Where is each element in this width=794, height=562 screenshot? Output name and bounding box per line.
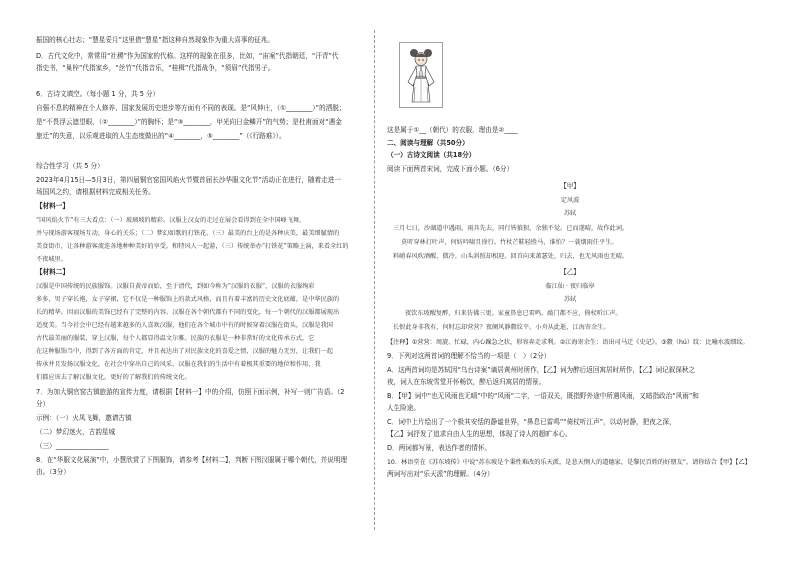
column-divider (374, 30, 375, 530)
question-7: 7．为加大铜官窑古镇旅游的宣传力度，请根据【材料一】中的介绍，仿照下面示例，补写一则广告语。（2 (36, 388, 345, 396)
poem-b-line: 夜饮东坡醒复醉，归来仿佛三更。家童鼻息已雷鸣。敲门都不应，倚杖听江声。 (405, 310, 622, 317)
material-text: 并与现场游客现场互动，身心的关乐；（二）梦幻如歌的打铁花。（三）最美的台上的是各种庆美，最美细腻情的 (36, 230, 340, 237)
poem-a-author: 苏轼 (563, 210, 577, 217)
poem-b-marker: 【乙】 (560, 268, 580, 276)
subsection-heading: （一）古诗文阅读（共18分） (387, 151, 476, 159)
text-line: D．古代文化中，常常用“社稷”作为国家的代称。这样的现象在很多，比如，“宙案”代指朝廷，“汗青”代 (36, 52, 339, 60)
poem-b-author: 苏轼 (563, 296, 577, 303)
poem-a-line: 料峭春风吹酒醒，微冷，山头斜照却相迎。回首向来萧瑟处，归去，也无风雨也无晴。 (393, 253, 629, 260)
option-c-cont: 【乙】词抒发了追求自由人生的思想，体现了诗人的超旷本心。 (387, 430, 572, 438)
text-line: 旅迁”的失意，以乐观进取的人生态度做出的“④________，⑤________”（《行路难》）。 (36, 132, 286, 140)
material-2-label: 【材料二】 (36, 268, 69, 276)
poem-a-line: 莫听穿林打叶声，何妨吟啸且徐行。竹杖芒鞋轻胜马，谁怕？一蓑烟雨任平生。 (401, 239, 618, 246)
example-line: （二）梦幻迷火，古韵星城 (36, 428, 116, 436)
section-heading: 综合性学习（共 5 分） (36, 162, 104, 170)
material-text: 不夜城里。 (36, 256, 67, 263)
text-line: 指史书，“巢梓”代指家乡，“丝竹”代指音乐，“桂楫”代指战争，“须眉”代指男子。 (36, 64, 275, 72)
question-9: 9．下列对这两首词的理解不恰当的一项是（ ）（2分） (387, 352, 551, 360)
question-8-answer-line: 这是属于①__（朝代）的衣服，理由是②____ (387, 126, 518, 134)
poem-b-title: 临江仙 · 夜归临皋 (545, 283, 595, 290)
question-10-cont: 两词写出对“乐天派”的理解。（4分） (387, 470, 494, 478)
option-a: A．这两首词均是苏轼因“乌台诗案”谪居黄州时所作，【乙】词为醉后返回寓居时所作，【乙】词记叙深秋之 (387, 366, 696, 374)
text-line: 自强不息的精神在个人修养、国家发展历史进步等方面有不同的表现。是“风伸庄，（①________）”的洒脱； (36, 104, 346, 112)
material-text: 长的精华。因而汉服的美饰已经有了完整的内容。汉服在各个朝代都有不同的变化，每一个朝代的汉服都展现出 (36, 309, 340, 316)
example-line: 示例：（一）火凤飞舞，邀请古镇 (36, 414, 132, 422)
text-line: 由。（3分） (36, 468, 70, 476)
question-8: 8．在“华服文化展演”中，小慧欣赏了下图服饰，请参考【材料二】，判断下图汉服属于哪个朝代，并说明理 (36, 456, 348, 464)
poem-a-marker: 【甲】 (560, 182, 580, 190)
material-text: 们都应该去了解汉服文化，更好的了解我们的传统文化。 (36, 374, 191, 381)
text-line: 是“不畏浮云遮望眼，（②________）”的胸怀；是“③________，甲光向日金鳞开”的气势；是杜甫面对“遇金 (36, 118, 342, 126)
option-d: D．两词都写景，表达作者的情怀。 (387, 444, 491, 452)
question-10: 10．林语堂在《苏东坡传》中说“苏东坡是个秉性难改的乐天派，是悲天悯人的道德家，是黎民百姓的好朋友”。请你结合【甲】【乙】 (387, 459, 751, 466)
material-text: “国风焰火节”有三大看点：（一）玻璃坡的精彩。汉服上汉女的走过在展会看得到在全中国峰飞舞， (36, 217, 306, 224)
material-text: 传承并且发扬汉服文化，在社会中穿出自己的风采，汉服在我们的生活中有着极其重要的地位和作用，我 (36, 361, 321, 368)
poem-a-title: 定风波 (560, 197, 580, 204)
poem-b-line: 长恨此身非我有，何时忘却营营？夜阑风静縠纹平。小舟从此逝，江海寄余生。 (393, 324, 610, 331)
material-text: 适度美。当今社会中已经有越来越多的人喜欢汉服，他们在各个城市中有的时候穿着汉服在街头，汉服是我国 (36, 322, 333, 329)
text-line: 振国的核心壮志；“慧星妥月”这里借“慧星”指这种自然现象作为重大喜事的征兆。 (36, 36, 274, 44)
annotation-notes: 【注释】①营营：周旋、忙碌，内心躁急之状，形容奔走求利。②江海寄余生：语出司马迁《史记》。③縠（hú）纹：比喻水波细纹。 (387, 339, 749, 346)
material-text: 多多，男子穿长袍，女子穿裙，它不仅是一种服饰上的款式风格，而且有着丰富的历史文化底蕴，是中华民族的 (36, 296, 340, 303)
instruction-line: 阅读下面两首宋词，完成下面小题。（6分） (387, 165, 514, 173)
question-6-heading: 6．古诗文填空。（每小题 1 分，共 5 分） (36, 90, 160, 98)
material-text: 美食街市，让各种游客流连各地种种美好的享受。和特风人一起游，（三）传统举办“打铁花”策略上演，来看全红的 (36, 243, 349, 250)
poem-a-line: 三月七日，沙湖道中遇雨。雨具先去，同行皆狼狈，余独不觉。已而遂晴，故作此词。 (393, 225, 629, 232)
material-1-label: 【材料一】 (36, 202, 69, 210)
text-line: 2023年4月15日—5月3日，第四届铜官窑国风焰火节暨首届长沙华服文化节”活动正在进行，随着走进一 (36, 176, 341, 184)
answer-blank: （三）________________ (36, 442, 109, 450)
option-a-cont: 夜，词人在东坡雪堂开怀畅饮，醉后返归寓居的情景。 (387, 378, 546, 386)
material-text: 汉服是中国传统的民族服饰。汉服自黄帝而始，至于清代，到如今称为“汉服的衣服”，汉服的衣服绚彩 (36, 283, 315, 290)
text-line: 分） (36, 400, 50, 408)
text-line: 场国风之约，请根据材料完成相关任务。 (36, 188, 155, 196)
option-b: B．【甲】词中“也无风雨也无晴”中的“风雨”二字，一语双关，既指野外途中所遇风雨，又暗指政治“风雨”和 (387, 392, 699, 400)
option-b-cont: 人生险途。 (387, 404, 420, 412)
hanfu-figure-image (399, 42, 443, 108)
material-text: 古代最美丽的服装，穿上汉服，每个人都显得温文尔雅。民族的衣服是一种非常好的文化传承方式，它 (36, 335, 315, 342)
material-text: 在这种服饰当中，得到了各方面的肯定，并且表达出了对民族文化的喜爱之情，汉服的魅力无穷，让我们一起 (36, 348, 333, 355)
option-c: C．词中上片绘出了一个极其安恬的静谧世界，“鼻息已雷鸣”“倚杖听江声”，以动衬静，把夜之深， (387, 418, 676, 426)
section-heading: 二、阅读与理解（共50分） (387, 139, 469, 147)
